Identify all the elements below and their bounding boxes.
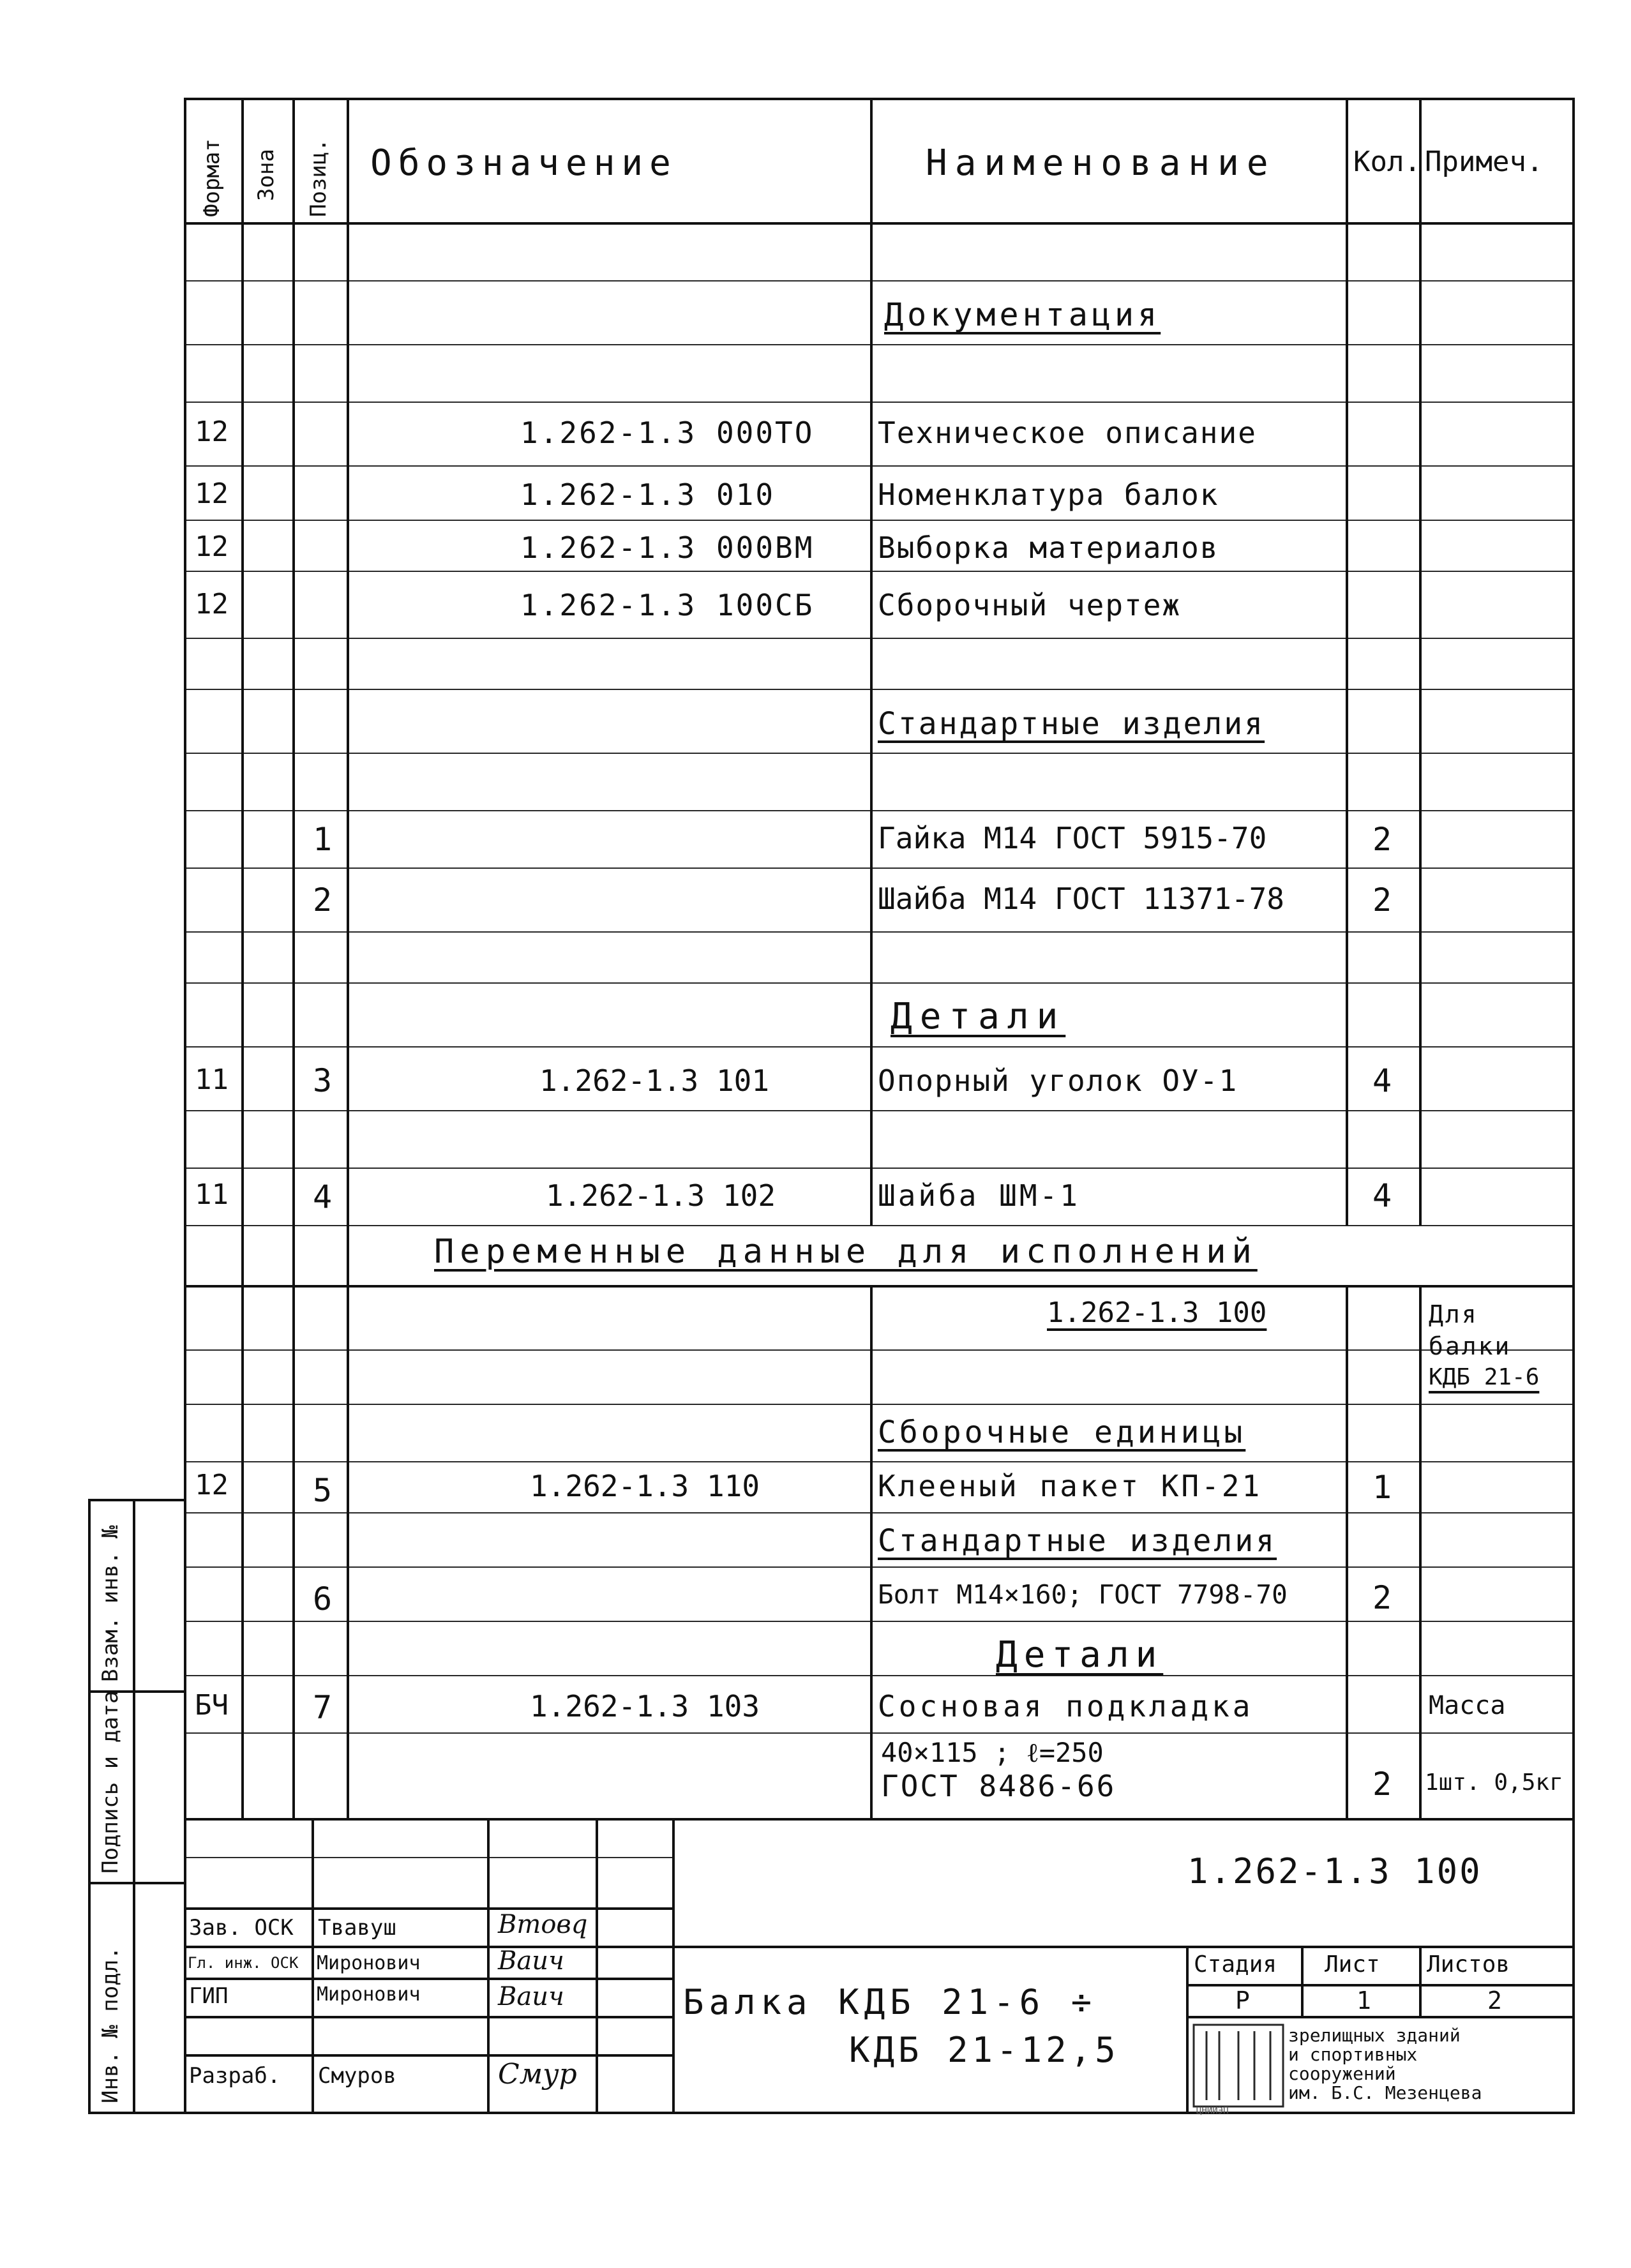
row-name: Шайба ШМ-1 — [878, 1178, 1080, 1213]
row-designation: 1.262-1.3 101 — [539, 1063, 770, 1098]
row-designation: 1.262-1.3 010 — [520, 477, 776, 512]
variant-note-line3: КДБ 21-6 — [1429, 1364, 1540, 1390]
row-note: 1шт. 0,5кг — [1425, 1769, 1563, 1796]
row-name: Болт М14×160; ГОСТ 7798-70 — [878, 1579, 1288, 1610]
section-standard-items: Стандартные изделия — [878, 706, 1265, 742]
signature: Смур — [498, 2058, 577, 2091]
row-pos: 6 — [313, 1581, 333, 1618]
row-designation: 1.262-1.3 110 — [530, 1469, 760, 1503]
header-position: Позиц. — [306, 139, 331, 217]
section-assembly-units: Сборочные единицы — [878, 1415, 1246, 1450]
row-pos: 3 — [313, 1062, 333, 1099]
variant-note-line1: Для — [1429, 1300, 1478, 1328]
header-format: Формат — [199, 139, 225, 217]
side-inv-no: Инв. № подл. — [98, 1946, 123, 2103]
row-format: 12 — [195, 1469, 229, 1501]
row-name-line2: ГОСТ 8486-66 — [881, 1769, 1116, 1803]
section-documentation: Документация — [884, 296, 1161, 333]
row-name: Выборка материалов — [878, 530, 1219, 565]
row-designation: 1.262-1.3 000ТО — [520, 416, 815, 450]
org-line2: и спортивных — [1288, 2044, 1418, 2065]
row-format: 12 — [195, 530, 229, 563]
row-qty: 4 — [1372, 1177, 1392, 1214]
header-qty: Кол. — [1353, 146, 1421, 178]
row-format: 11 — [195, 1063, 229, 1096]
row-pos: 2 — [313, 882, 333, 919]
header-designation: Обозначение — [370, 142, 677, 184]
org-line1: зрелищных зданий — [1288, 2025, 1461, 2046]
section-variable-data: Переменные данные для исполнений — [434, 1233, 1258, 1271]
signature: Вaич — [498, 1946, 564, 1976]
role-label: Зав. ОСК — [189, 1915, 294, 1941]
org-line4: им. Б.С. Мезенцева — [1288, 2082, 1482, 2103]
stage-label: Стадия — [1194, 1951, 1277, 1978]
row-name: Номенклатура балок — [878, 477, 1219, 512]
section-details: Детали — [891, 996, 1066, 1037]
title-line2: КДБ 21-12,5 — [849, 2030, 1120, 2070]
row-designation: 1.262-1.3 102 — [546, 1178, 776, 1213]
variant-doc: 1.262-1.3 100 — [1047, 1296, 1267, 1329]
side-sign-date: Подпись и дата — [98, 1690, 123, 1874]
outer-frame — [185, 99, 1574, 2116]
sheet-value: 1 — [1357, 1986, 1371, 2015]
row-name: Сосновая подкладка — [878, 1689, 1254, 1724]
section-standard-items-2: Стандартные изделия — [878, 1523, 1277, 1559]
variant-note-line2: балки — [1429, 1332, 1512, 1360]
sheets-value: 2 — [1487, 1986, 1502, 2015]
header-note: Примеч. — [1425, 146, 1544, 178]
org-line3: сооружений — [1288, 2063, 1396, 2084]
row-format: БЧ — [195, 1689, 229, 1722]
sheet-label: Лист — [1325, 1951, 1380, 1978]
signature: Втовq — [498, 1910, 588, 1939]
person-name: Смуров — [318, 2063, 396, 2089]
row-format: 11 — [195, 1178, 229, 1211]
row-qty: 2 — [1372, 882, 1392, 919]
role-label: Гл. инж. ОСК — [188, 1954, 299, 1972]
side-vzam: Взам. инв. № — [98, 1525, 123, 1682]
row-qty: 2 — [1372, 821, 1392, 858]
row-qty: 1 — [1372, 1469, 1392, 1506]
row-qty: 2 — [1372, 1766, 1392, 1803]
org-logo: ЦНИИЭП — [1196, 2106, 1229, 2116]
header-name: Наименование — [926, 142, 1276, 184]
row-name: Опорный уголок ОУ-1 — [878, 1063, 1238, 1098]
row-format: 12 — [195, 477, 229, 510]
header-zone: Зона — [253, 149, 279, 201]
row-format: 12 — [195, 416, 229, 448]
row-name: Шайба М14 ГОСТ 11371-78 — [878, 882, 1284, 916]
stage-value: Р — [1235, 1986, 1250, 2015]
signature: Вaич — [498, 1982, 564, 2011]
row-qty: 2 — [1372, 1579, 1392, 1616]
row-name: Гайка М14 ГОСТ 5915-70 — [878, 821, 1267, 855]
row-designation: 1.262-1.3 000ВМ — [520, 530, 815, 565]
sheets-label: Листов — [1427, 1951, 1510, 1978]
row-format: 12 — [195, 588, 229, 620]
row-pos: 1 — [313, 821, 333, 858]
section-details-2: Детали — [996, 1634, 1164, 1676]
row-name-line1: 40×115 ; ℓ=250 — [881, 1737, 1104, 1768]
row-name: Сборочный чертеж — [878, 588, 1182, 622]
row-pos: 4 — [313, 1178, 333, 1215]
row-note: Масса — [1429, 1691, 1506, 1720]
row-pos: 7 — [313, 1689, 333, 1726]
person-name: Твавуш — [318, 1915, 396, 1941]
row-name: Техническое описание — [878, 416, 1257, 450]
role-label: Разраб. — [189, 2063, 281, 2089]
person-name: Миронович — [317, 1983, 421, 2006]
title-doc-number: 1.262-1.3 100 — [1187, 1851, 1482, 1891]
row-designation: 1.262-1.3 103 — [530, 1689, 760, 1724]
row-qty: 4 — [1372, 1062, 1392, 1099]
role-label: ГИП — [189, 1983, 229, 2009]
title-line1: Балка КДБ 21-6 ÷ — [683, 1982, 1097, 2022]
person-name: Миронович — [317, 1952, 421, 1974]
row-designation: 1.262-1.3 100СБ — [520, 588, 815, 622]
row-pos: 5 — [313, 1472, 333, 1509]
row-name: Клееный пакет КП-21 — [878, 1469, 1263, 1503]
